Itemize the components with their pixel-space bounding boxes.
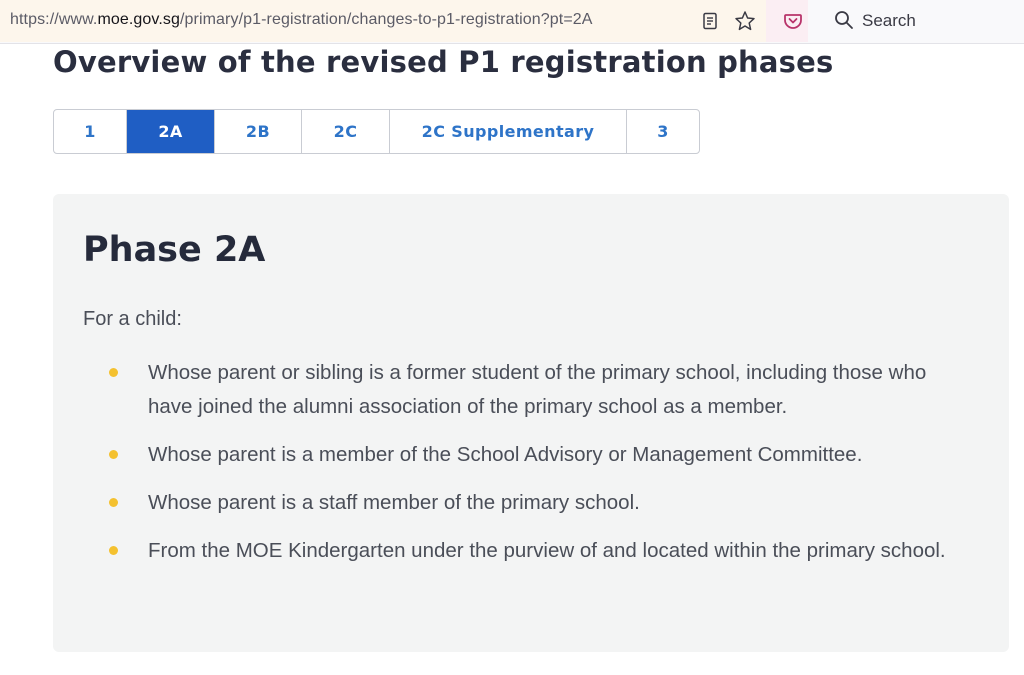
tab-phase-2b[interactable]: 2B — [215, 110, 302, 153]
bookmark-star-icon[interactable] — [733, 9, 757, 33]
list-item — [109, 534, 949, 568]
bullet-dot-icon — [109, 546, 118, 555]
browser-toolbar — [0, 0, 1024, 44]
list-item — [109, 438, 949, 472]
phase-intro: For a child: — [83, 308, 182, 330]
bullet-dot-icon — [109, 498, 118, 507]
phase-panel — [53, 194, 1009, 652]
list-item-text: From the MOE Kindergarten under the purview of and located within the primary school. — [148, 539, 946, 562]
tab-phase-1[interactable]: 1 — [54, 110, 127, 153]
tab-phase-2c[interactable]: 2C — [302, 110, 390, 153]
tab-phase-3[interactable]: 3 — [657, 122, 669, 141]
list-item-text: Whose parent or sibling is a former student of the primary school, including those who have joined the alumni association of the primary school as a member. — [148, 361, 927, 418]
phase-heading: Phase 2A — [83, 230, 266, 270]
tab-phase-2c-supplementary[interactable]: 2C Supplementary — [390, 110, 627, 153]
page-title: Overview of the revised P1 registration phases — [53, 45, 834, 79]
url-text[interactable] — [10, 11, 593, 29]
pocket-icon[interactable] — [781, 9, 805, 33]
url-host: moe.gov.sg — [97, 11, 180, 28]
tab-phase-2a[interactable]: 2A — [127, 110, 215, 153]
bullet-dot-icon — [109, 368, 118, 377]
list-item — [109, 356, 949, 424]
address-bar[interactable] — [0, 0, 808, 42]
url-path: /primary/p1-registration/changes-to-p1-registration?pt=2A — [179, 11, 593, 28]
list-item-text: Whose parent is a staff member of the primary school. — [148, 491, 640, 514]
phase-tabs — [53, 109, 700, 154]
list-item — [109, 486, 949, 520]
search-placeholder: Search — [862, 11, 916, 30]
url-prefix: https://www. — [10, 11, 98, 28]
search-box[interactable] — [822, 0, 1024, 42]
list-item-text: Whose parent is a member of the School Advisory or Management Committee. — [148, 443, 863, 466]
search-icon — [834, 10, 854, 30]
eligibility-list — [109, 356, 949, 582]
reader-view-icon[interactable] — [698, 9, 722, 33]
bullet-dot-icon — [109, 450, 118, 459]
